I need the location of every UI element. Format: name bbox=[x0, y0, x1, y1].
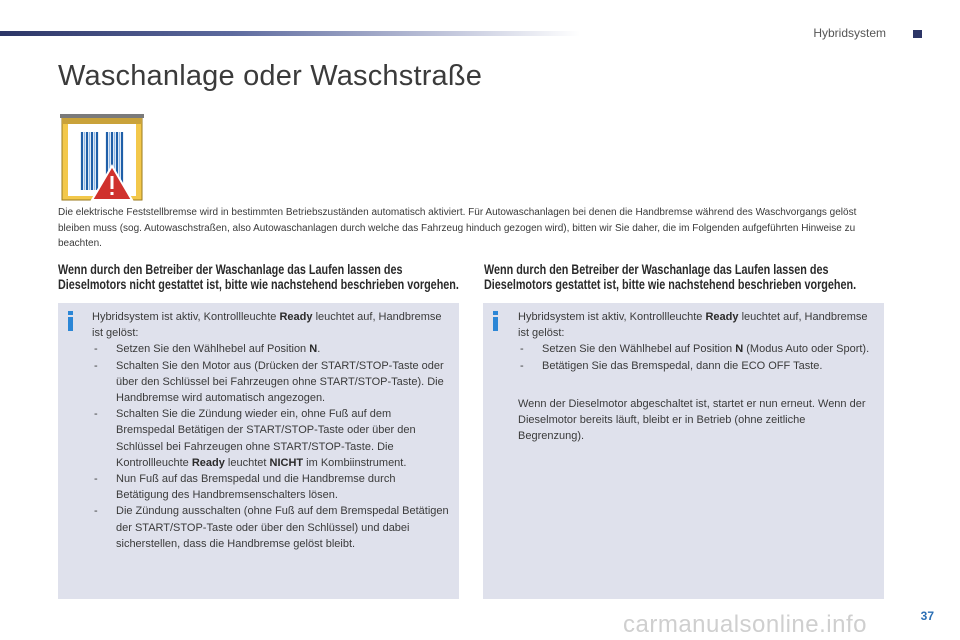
left-heading-line-1: Wenn durch den Betreiber der Waschanlage das Laufen lassen des bbox=[58, 262, 403, 277]
page-number: 37 bbox=[920, 609, 934, 623]
left-step-5: - Die Zündung ausschalten (ohne Fuß auf dem Bremspedal Betätigen der START/STOP-Taste oder über den Schlüssel) und dabei sicherstellen, dass die Handbremse gelöst bleibt. bbox=[92, 503, 450, 552]
right-heading-line-2: Dieselmotors gestattet ist, bitte wie nachstehend beschrieben vorgehen. bbox=[484, 277, 857, 292]
left-heading-line-2: Dieselmotors nicht gestattet ist, bitte wie nachstehend beschrieben vorgehen. bbox=[58, 277, 459, 292]
section-marker bbox=[913, 30, 922, 38]
left-info-content bbox=[92, 309, 450, 552]
car-wash-warning-icon bbox=[60, 114, 146, 204]
right-step-1: - Setzen Sie den Wählhebel auf Position N (Modus Auto oder Sport). bbox=[518, 341, 870, 357]
left-heading bbox=[58, 262, 459, 292]
right-info-content bbox=[518, 309, 870, 444]
right-step-2: - Betätigen Sie das Bremspedal, dann die ECO OFF Taste. bbox=[518, 358, 870, 374]
intro-text: Die elektrische Feststellbremse wird in bestimmten Betriebszuständen automatisch aktiviert. Für Autowaschanlagen bei denen die Handbremse während des Waschvorgangs gelöst bleiben muss (sog. Autowaschstraßen, also Autowaschanlagen durch welche das Fahrzeug hinduch gezogen wird), bitten wir Sie daher, die im Folgenden aufgeführten Hinweise zu beachten. bbox=[58, 207, 857, 249]
left-intro: Hybridsystem ist aktiv, Kontrollleuchte Ready leuchtet auf, Handbremse ist gelöst: bbox=[92, 311, 442, 340]
left-step-3: - Schalten Sie die Zündung wieder ein, ohne Fuß auf dem Bremspedal Betätigen der START/STOP-Taste oder über den Schlüssel bei Fahrzeugen ohne START/STOP-Taste. Die Kontrollleuchte Ready leuchtet NICHT im Kombiinstrument. bbox=[92, 406, 450, 471]
left-step-1: - Setzen Sie den Wählhebel auf Position N. bbox=[92, 341, 450, 357]
page-title: Waschanlage oder Waschstraße bbox=[58, 60, 483, 92]
info-icon bbox=[68, 311, 73, 331]
right-intro: Hybridsystem ist aktiv, Kontrollleuchte Ready leuchtet auf, Handbremse ist gelöst: bbox=[518, 311, 868, 340]
left-step-4: - Nun Fuß auf das Bremspedal und die Handbremse durch Betätigung des Handbremsenschalters lösen. bbox=[92, 471, 450, 503]
right-heading-line-1: Wenn durch den Betreiber der Waschanlage das Laufen lassen des bbox=[484, 262, 829, 277]
header-accent-bar bbox=[0, 31, 580, 36]
left-steps bbox=[92, 341, 450, 552]
right-steps bbox=[518, 341, 870, 373]
left-info-box bbox=[58, 303, 459, 599]
right-heading bbox=[484, 262, 856, 292]
right-info-box bbox=[483, 303, 884, 599]
section-title: Hybridsystem bbox=[813, 26, 886, 40]
left-step-2: - Schalten Sie den Motor aus (Drücken der START/STOP-Taste oder über den Schlüssel bei Fahrzeugen ohne START/STOP-Taste). Die Handbremse wird automatisch angezogen. bbox=[92, 358, 450, 407]
right-note: Wenn der Dieselmotor abgeschaltet ist, startet er nun erneut. Wenn der Dieselmotor bereits läuft, bleibt er in Betrieb (ohne zeitliche Begrenzung). bbox=[518, 397, 866, 443]
watermark: carmanualsonline.info bbox=[623, 611, 867, 638]
info-icon bbox=[493, 311, 498, 331]
